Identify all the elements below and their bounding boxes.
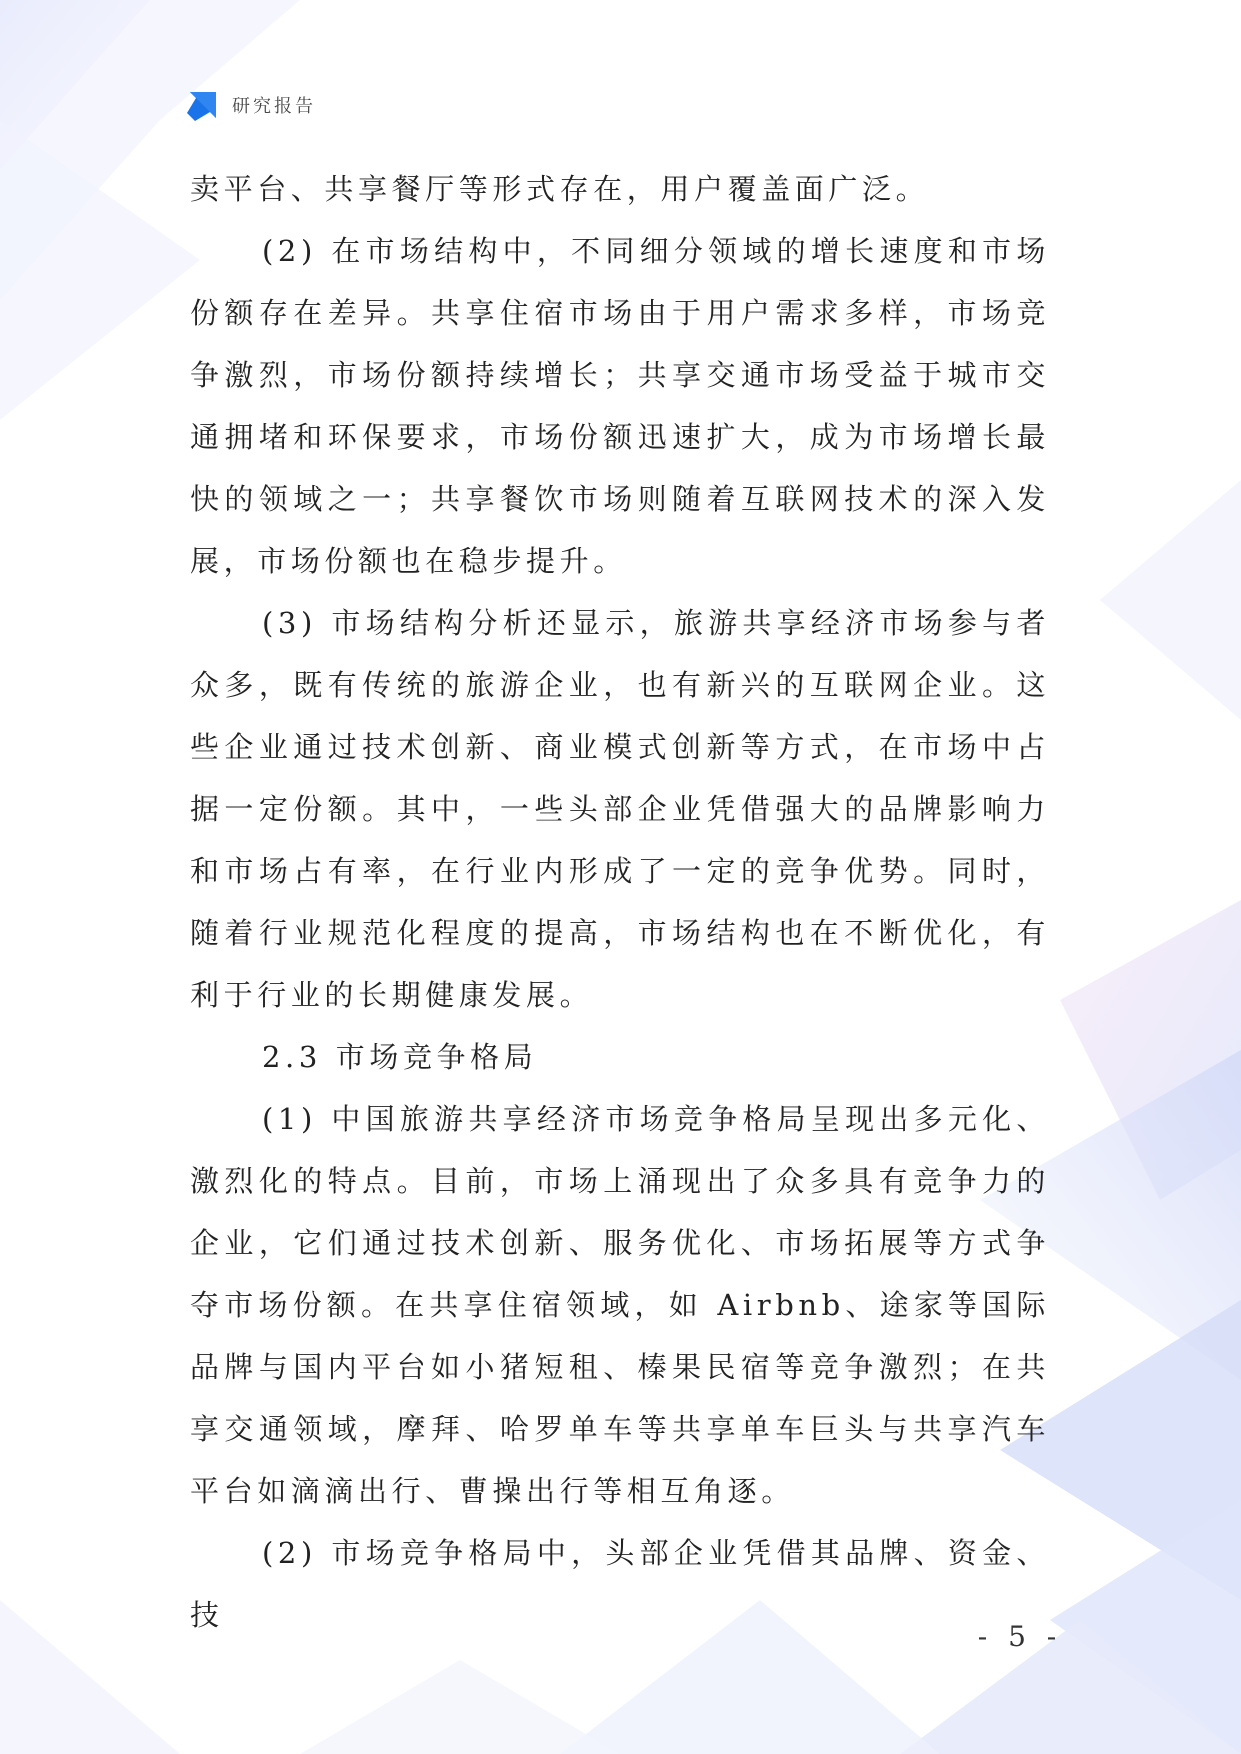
paragraph: (3) 市场结构分析还显示，旅游共享经济市场参与者众多，既有传统的旅游企业，也有新兴的互联网企业。这些企业通过技术创新、商业模式创新等方式，在市场中占据一定份额。其中，一些头部企业凭借强大的品牌影响力和市场占有率，在行业内形成了一定的竞争优势。同时，随着行业规范化程度的提高，市场结构也在不断优化，有利于行业的长期健康发展。	[190, 606, 1050, 1012]
paragraph: (2) 市场竞争格局中，头部企业凭借其品牌、资金、技	[190, 1536, 1050, 1632]
arrow-up-right-icon	[186, 88, 220, 122]
paragraph: (1) 中国旅游共享经济市场竞争格局呈现出多元化、激烈化的特点。目前，市场上涌现出了众多具有竞争力的企业，它们通过技术创新、服务优化、市场拓展等方式争夺市场份额。在共享住宿领域，如 Airbnb、途家等国际品牌与国内平台如小猪短租、榛果民宿等竞争激烈；在共享交通领域，摩拜、哈罗单车等共享单车巨头与共享汽车平台如滴滴出行、曹操出行等相互角逐。	[190, 1102, 1050, 1508]
header-title: 研究报告	[232, 96, 316, 117]
paragraph: 卖平台、共享餐厅等形式存在，用户覆盖面广泛。	[190, 172, 930, 206]
report-header	[186, 88, 316, 122]
section-heading: 2.3 市场竞争格局	[262, 1040, 538, 1074]
page-number: - 5 -	[977, 1620, 1063, 1653]
paragraph: (2) 在市场结构中，不同细分领域的增长速度和市场份额存在差异。共享住宿市场由于用户需求多样，市场竞争激烈，市场份额持续增长；共享交通市场受益于城市交通拥堵和环保要求，市场份额迅速扩大，成为市场增长最快的领域之一；共享餐饮市场则随着互联网技术的深入发展，市场份额也在稳步提升。	[190, 234, 1050, 578]
document-body	[190, 158, 1050, 1646]
